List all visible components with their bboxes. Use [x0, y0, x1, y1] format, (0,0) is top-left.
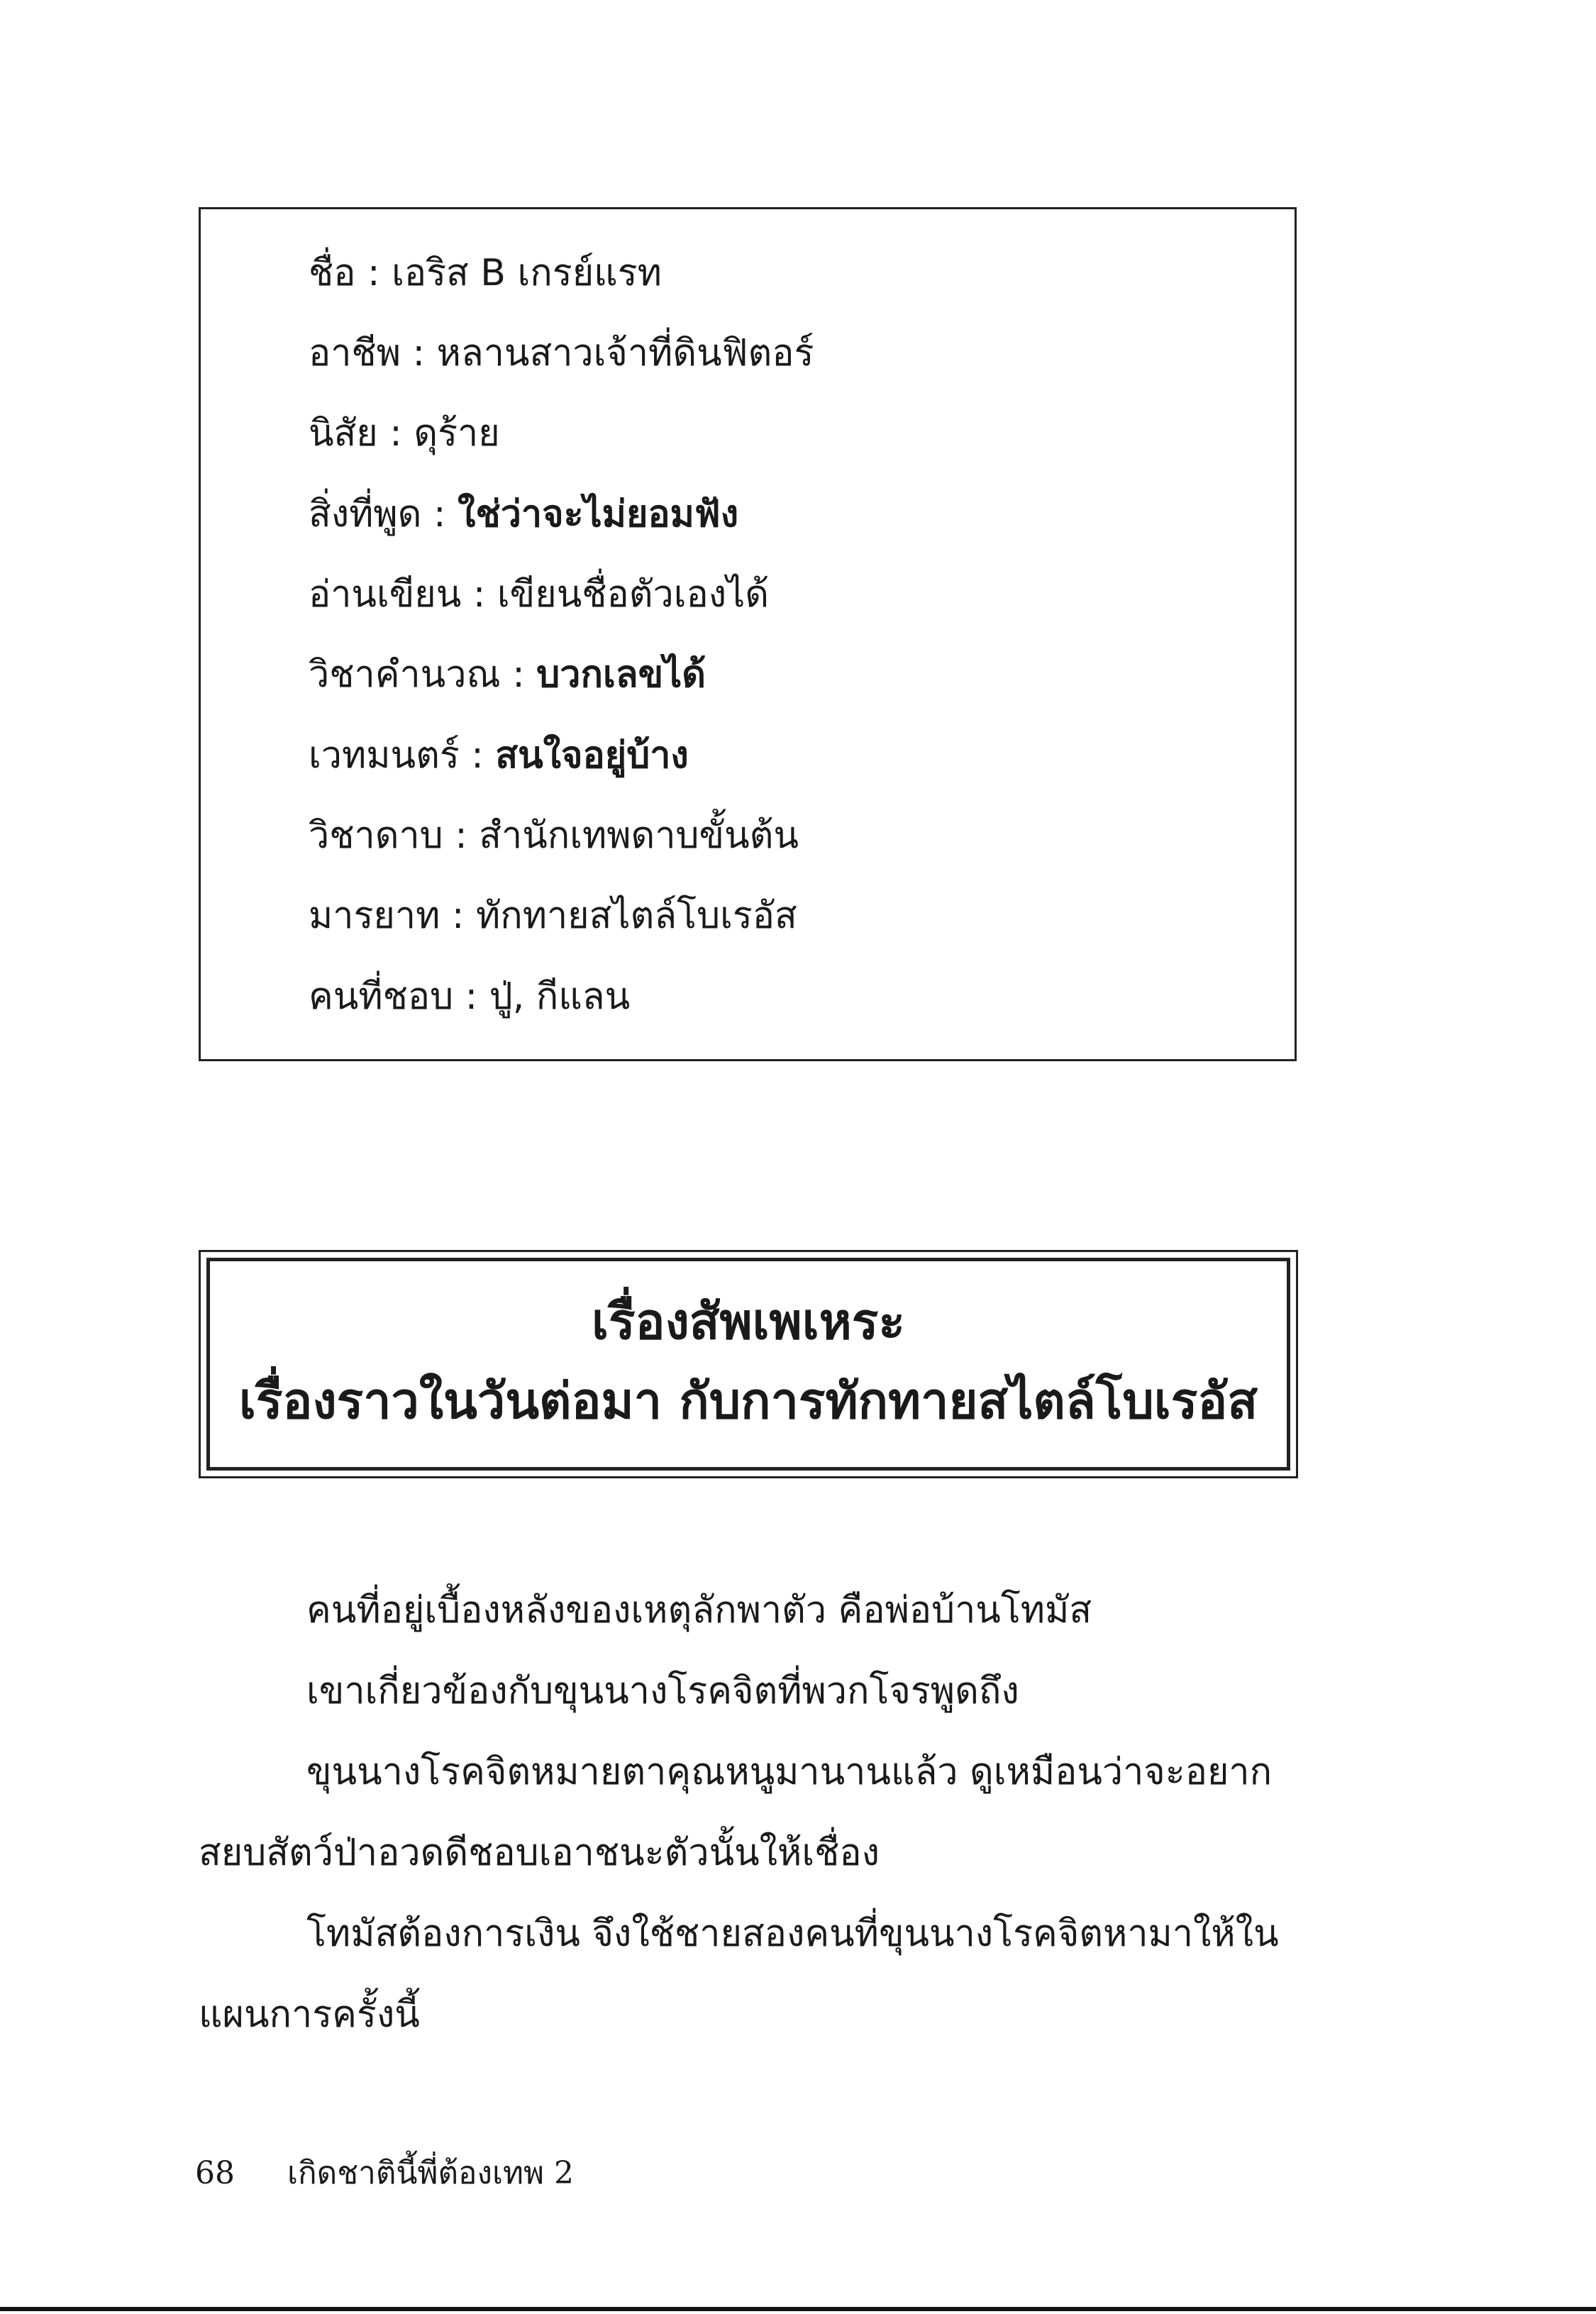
profile-label: วิชาคำนวณ :: [309, 653, 525, 696]
character-profile-box: [199, 207, 1297, 1061]
body-paragraph-line: สยบสัตว์ป่าอวดดีชอบเอาชนะตัวนั้นให้เชื่อง: [199, 1832, 880, 1874]
chapter-title-box: [199, 1250, 1298, 1478]
profile-value: ใช่ว่าจะไม่ยอมฟัง: [458, 493, 739, 536]
profile-row-manners: [309, 890, 797, 941]
profile-value: บวกเลขได้: [536, 653, 706, 696]
profile-label: คนที่ชอบ :: [309, 975, 478, 1018]
body-paragraph-line: คนที่อยู่เบื้องหลังของเหตุลักพาตัว คือพ่อบ้านโทมัส: [306, 1589, 1092, 1632]
profile-label: อาชีพ :: [309, 332, 426, 375]
body-paragraph-line: เขาเกี่ยวข้องกับขุนนางโรคจิตที่พวกโจรพูดถึง: [306, 1670, 1019, 1712]
profile-row-occupation: [309, 328, 814, 379]
profile-value: หลานสาวเจ้าที่ดินฟิตอร์: [436, 332, 814, 375]
body-paragraph-line: แผนการครั้งนี้: [199, 1993, 420, 2036]
profile-label: เวทมนตร์ :: [309, 734, 484, 777]
page-number: 68: [195, 2155, 235, 2191]
bottom-rule: [0, 2307, 1596, 2311]
profile-row-magic: [309, 730, 689, 781]
profile-row-favorite-people: [309, 971, 630, 1022]
profile-label: มารยาท :: [309, 895, 465, 937]
profile-row-arithmetic: [309, 649, 706, 700]
profile-row-literacy: [309, 569, 769, 620]
profile-value: ปู่, กีแลน: [489, 975, 631, 1018]
profile-row-speech: [309, 489, 738, 540]
profile-value: ดุร้าย: [414, 412, 500, 455]
profile-label: วิชาดาบ :: [309, 814, 467, 857]
profile-row-temperament: [309, 408, 500, 459]
profile-label: ชื่อ :: [309, 252, 380, 294]
profile-value: เขียนชื่อตัวเองได้: [497, 573, 770, 616]
profile-value: สำนักเทพดาบขั้นต้น: [479, 814, 799, 857]
profile-row-name: [309, 248, 662, 299]
page-footer: [195, 2152, 574, 2195]
book-title: เกิดชาตินี้พี่ต้องเทพ 2: [287, 2155, 574, 2191]
profile-label: นิสัย :: [309, 412, 402, 455]
body-paragraph-line: ขุนนางโรคจิตหมายตาคุณหนูมานานแล้ว ดูเหมือนว่าจะอยาก: [306, 1751, 1273, 1793]
chapter-title-line-1: เรื่องสัพเพเหระ: [592, 1292, 905, 1351]
body-paragraph-line: โทมัสต้องการเงิน จึงใช้ชายสองคนที่ขุนนางโรคจิตหามาให้ใน: [306, 1912, 1279, 1955]
profile-label: สิ่งที่พูด :: [309, 493, 446, 536]
chapter-title-line-2: เรื่องราวในวันต่อมา กับการทักทายสไตล์โบเรอัส: [238, 1372, 1258, 1430]
profile-value: ทักทายสไตล์โบเรอัส: [475, 895, 797, 937]
profile-value: สนใจอยู่บ้าง: [495, 734, 689, 777]
profile-label: อ่านเขียน :: [309, 573, 486, 616]
profile-value: เอริส B เกรย์แรท: [392, 252, 662, 294]
profile-row-swordsmanship: [309, 810, 799, 861]
